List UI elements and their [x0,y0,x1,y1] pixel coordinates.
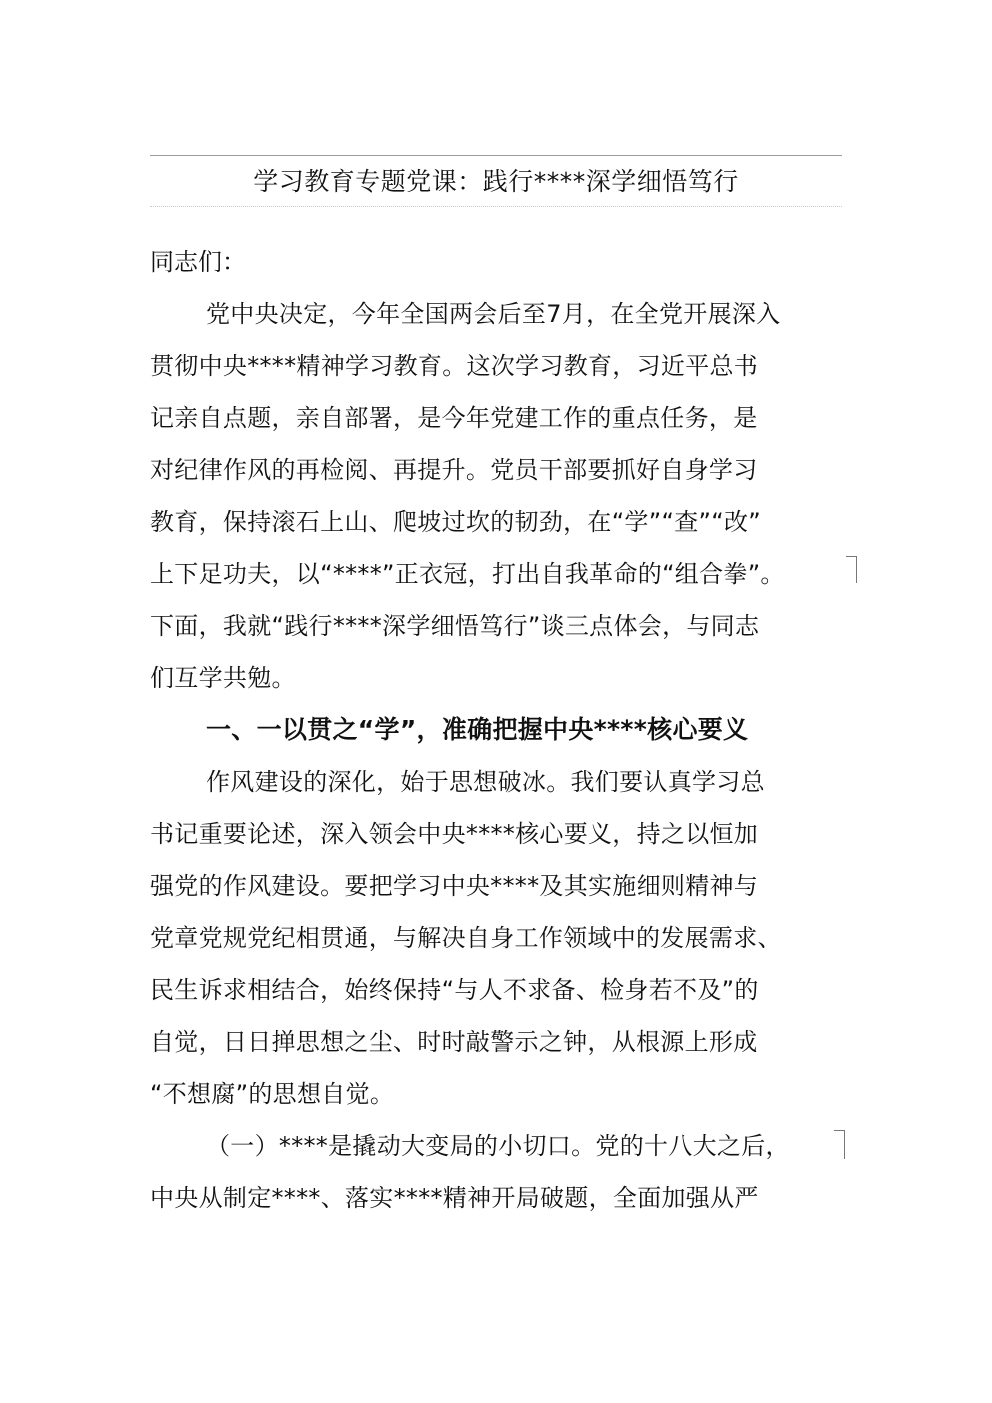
paragraph-line: 记亲自点题，亲自部署，是今年党建工作的重点任务，是 [150,404,758,432]
margin-bracket [834,1130,845,1159]
paragraph-line: （一）****是撬动大变局的小切口。党的十八大之后， [206,1132,790,1160]
salutation: 同志们： [150,248,246,276]
paragraph-line: 党章党规党纪相贯通，与解决自身工作领域中的发展需求、 [150,924,782,952]
paragraph-line: 下面，我就“践行****深学细悟笃行”谈三点体会，与同志 [150,612,760,640]
paragraph-line: 中央从制定****、落实****精神开局破题，全面加强从严 [150,1184,759,1212]
header-rule [150,155,842,156]
paragraph-line: 对纪律作风的再检阅、再提升。党员干部要抓好自身学习 [150,456,758,484]
paragraph-line: 民生诉求相结合，始终保持“与人不求备、检身若不及”的 [150,976,759,1004]
paragraph-line: 贯彻中央****精神学习教育。这次学习教育，习近平总书 [150,352,759,380]
title-divider [150,206,842,207]
paragraph-line: 教育，保持滚石上山、爬坡过坎的韧劲，在“学”“查”“改” [150,508,761,536]
paragraph-line: 强党的作风建设。要把学习中央****及其实施细则精神与 [150,872,759,900]
paragraph-line: 们互学共勉。 [150,664,296,692]
paragraph-line: “不想腐”的思想自觉。 [150,1080,395,1108]
section-heading: 一、一以贯之“学”，准确把握中央****核心要义 [206,715,749,744]
paragraph-line: 书记重要论述，深入领会中央****核心要义，持之以恒加 [150,820,759,848]
margin-bracket [846,556,857,583]
document-title: 学习教育专题党课：践行****深学细悟笃行 [253,167,739,196]
paragraph-line: 党中央决定，今年全国两会后至7月，在全党开展深入 [206,300,781,328]
paragraph-line: 作风建设的深化，始于思想破冰。我们要认真学习总 [206,768,765,796]
paragraph-line: 自觉，日日掸思想之尘、时时敲警示之钟，从根源上形成 [150,1028,758,1056]
paragraph-line: 上下足功夫，以“****”正衣冠，打出自我革命的“组合拳”。 [150,560,785,588]
